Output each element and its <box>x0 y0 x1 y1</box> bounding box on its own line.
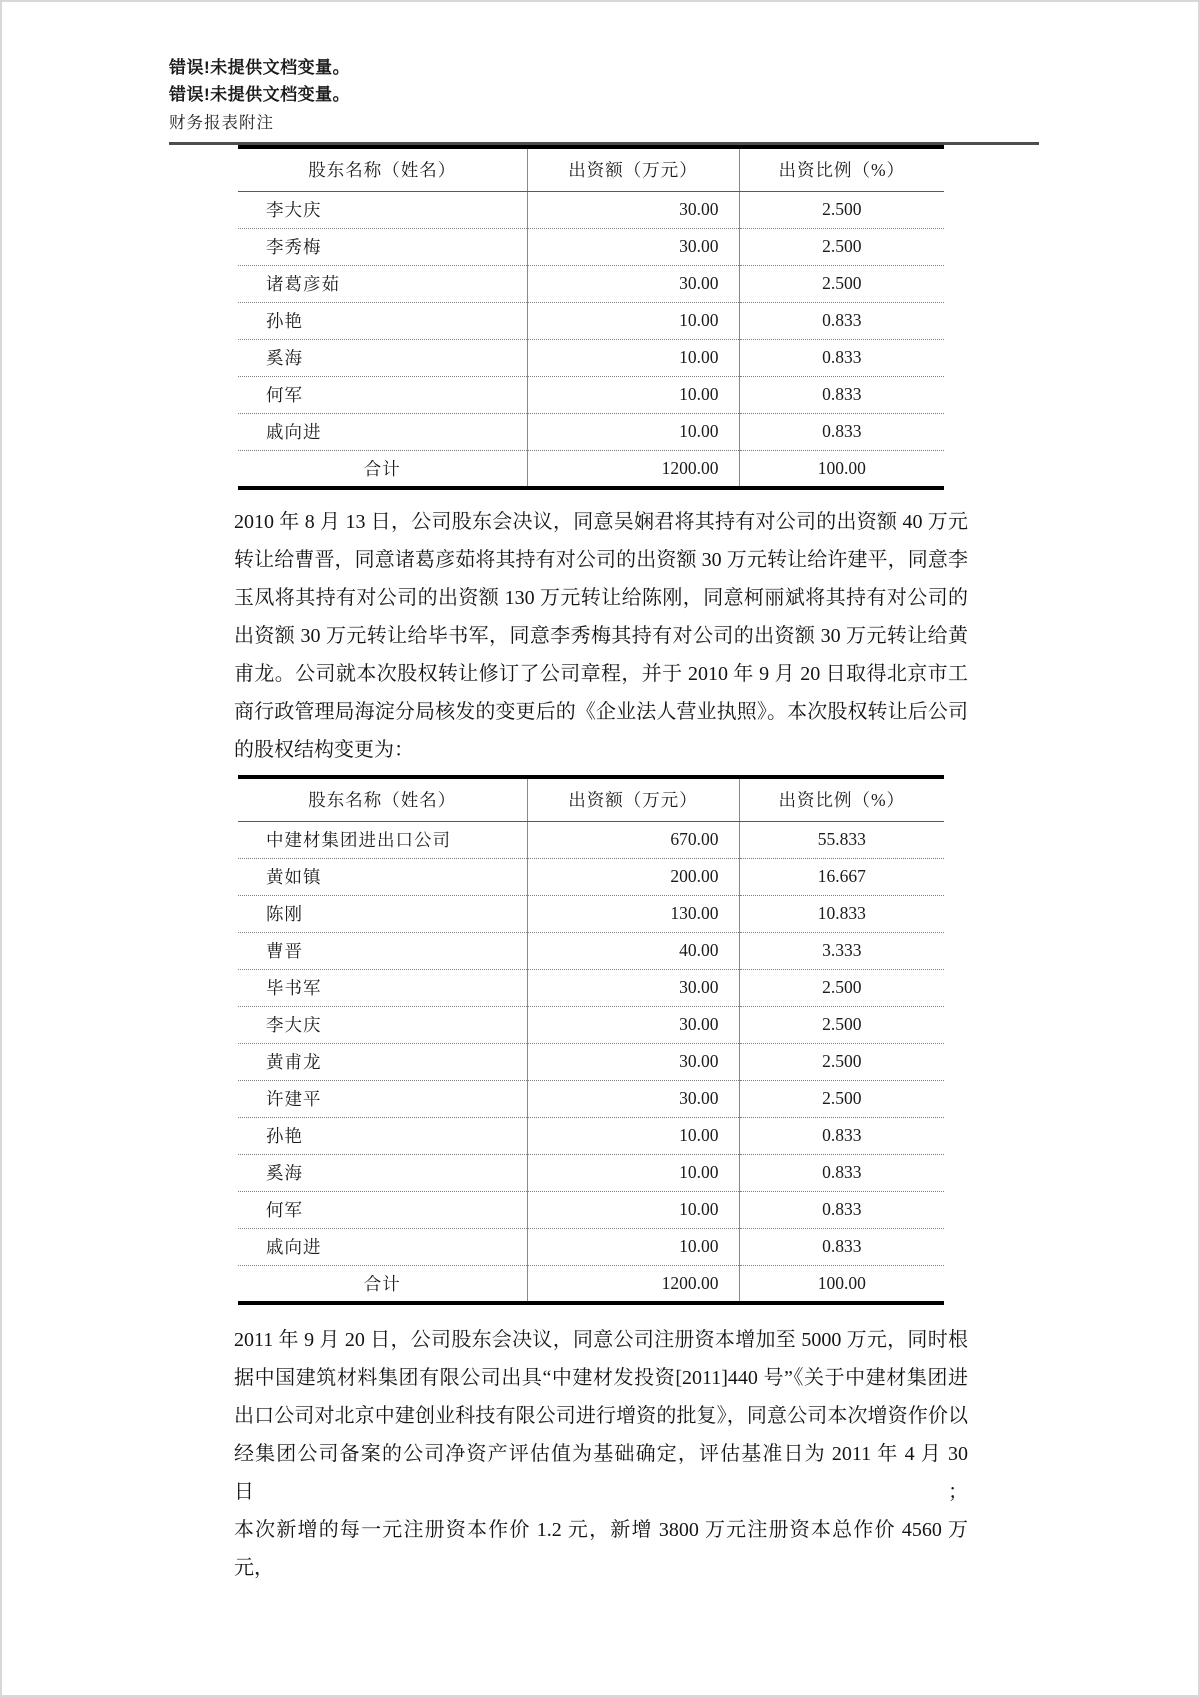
table-row <box>238 821 944 858</box>
contribution-ratio-cell: 55.833 <box>739 821 944 858</box>
total-ratio-cell: 100.00 <box>817 1272 866 1293</box>
shareholder-name-cell: 陈刚 <box>238 895 527 932</box>
table-total-row <box>238 1265 944 1303</box>
table-row <box>238 932 944 969</box>
shareholder-name-cell: 何军 <box>238 376 527 413</box>
shareholder-name-cell: 李大庆 <box>238 1006 527 1043</box>
total-label-cell: 合计 <box>238 1265 527 1303</box>
shareholder-name-cell: 戚向进 <box>238 413 527 450</box>
table-row <box>238 1228 944 1265</box>
contribution-ratio-cell: 2.500 <box>739 1006 944 1043</box>
col-header-shareholder-name: 股东名称（姓名） <box>238 777 527 821</box>
text-line: 本次新增的每一元注册资本作价 1.2 元，新增 3800 万元注册资本总作价 4560 万元， <box>234 1519 968 1579</box>
contribution-ratio-cell: 0.833 <box>739 376 944 413</box>
contribution-amount-cell: 200.00 <box>527 858 739 895</box>
text-line: 商行政管理局海淀分局核发的变更后的《企业法人营业执照》。本次股权转让后公司 <box>234 701 968 723</box>
table-row <box>238 1080 944 1117</box>
contribution-ratio-cell: 0.833 <box>739 1117 944 1154</box>
contribution-ratio-cell: 0.833 <box>739 1228 944 1265</box>
contribution-ratio-cell: 0.833 <box>739 339 944 376</box>
contribution-amount-cell: 670.00 <box>527 821 739 858</box>
shareholder-name-cell: 中建材集团进出口公司 <box>238 821 527 858</box>
contribution-amount-cell: 10.00 <box>527 376 739 413</box>
contribution-amount-cell: 30.00 <box>527 1043 739 1080</box>
table-row <box>238 265 944 302</box>
shareholder-name-cell: 李秀梅 <box>238 228 527 265</box>
table-row <box>238 1154 944 1191</box>
table-row <box>238 1117 944 1154</box>
contribution-amount-cell: 10.00 <box>527 1154 739 1191</box>
table-row <box>238 1006 944 1043</box>
total-ratio-cell: 100.00 <box>817 457 866 478</box>
text-line: 的股权结构变更为： <box>234 739 414 761</box>
table-header-row <box>238 777 944 821</box>
contribution-amount-cell: 10.00 <box>527 1228 739 1265</box>
contribution-amount-cell: 10.00 <box>527 302 739 339</box>
shareholder-name-cell: 奚海 <box>238 339 527 376</box>
text-line: 出资额 30 万元转让给毕书军，同意李秀梅其持有对公司的出资额 30 万元转让给黄 <box>234 625 968 647</box>
doc-variable-error-line-2: 错误!未提供文档变量。 <box>169 85 351 104</box>
contribution-ratio-cell: 2.500 <box>739 969 944 1006</box>
col-header-contribution-amount: 出资额（万元） <box>527 777 739 821</box>
shareholder-name-cell: 毕书军 <box>238 969 527 1006</box>
shareholder-name-cell: 黄如镇 <box>238 858 527 895</box>
contribution-ratio-cell: 2.500 <box>739 1080 944 1117</box>
total-amount-cell: 1200.00 <box>527 1265 739 1303</box>
text-line: 2011 年 9 月 20 日，公司股东会决议，同意公司注册资本增加至 5000 万元，同时根 <box>234 1329 968 1351</box>
paragraph-2011-capital-increase <box>234 1321 968 1587</box>
table-row <box>238 1191 944 1228</box>
contribution-amount-cell: 30.00 <box>527 191 739 228</box>
doc-variable-error-line-1: 错误!未提供文档变量。 <box>169 58 351 77</box>
shareholder-name-cell: 孙艳 <box>238 302 527 339</box>
col-header-contribution-amount: 出资额（万元） <box>527 147 739 191</box>
contribution-ratio-cell: 0.833 <box>739 302 944 339</box>
table-row <box>238 228 944 265</box>
contribution-ratio-cell: 0.833 <box>739 413 944 450</box>
text-line: 经集团公司备案的公司净资产评估值为基础确定，评估基准日为 2011 年 4 月 30 日； <box>234 1443 968 1503</box>
contribution-ratio-cell: 3.333 <box>739 932 944 969</box>
contribution-ratio-cell: 10.833 <box>739 895 944 932</box>
total-amount-cell: 1200.00 <box>527 450 739 488</box>
shareholder-name-cell: 曹晋 <box>238 932 527 969</box>
shareholder-name-cell: 诸葛彦茹 <box>238 265 527 302</box>
contribution-ratio-cell: 16.667 <box>739 858 944 895</box>
shareholder-table-before-transfer <box>238 145 944 490</box>
table-row <box>238 191 944 228</box>
contribution-ratio-cell: 0.833 <box>739 1191 944 1228</box>
shareholder-name-cell: 奚海 <box>238 1154 527 1191</box>
contribution-amount-cell: 30.00 <box>527 1006 739 1043</box>
shareholder-name-cell: 许建平 <box>238 1080 527 1117</box>
shareholder-name-cell: 何军 <box>238 1191 527 1228</box>
table-row <box>238 302 944 339</box>
contribution-ratio-cell: 2.500 <box>739 191 944 228</box>
text-line: 转让给曹晋，同意诸葛彦茹将其持有对公司的出资额 30 万元转让给许建平，同意李 <box>234 549 968 571</box>
contribution-amount-cell: 30.00 <box>527 1080 739 1117</box>
table-row <box>238 376 944 413</box>
contribution-amount-cell: 40.00 <box>527 932 739 969</box>
contribution-amount-cell: 10.00 <box>527 1191 739 1228</box>
contribution-ratio-cell: 2.500 <box>739 265 944 302</box>
contribution-amount-cell: 10.00 <box>527 413 739 450</box>
text-line: 据中国建筑材料集团有限公司出具“中建材发投资[2011]440 号”《关于中建材集团进 <box>234 1367 968 1389</box>
table-row <box>238 1043 944 1080</box>
contribution-ratio-cell: 2.500 <box>739 1043 944 1080</box>
text-line: 2010 年 8 月 13 日，公司股东会决议，同意吴娴君将其持有对公司的出资额 40 万元 <box>234 511 968 533</box>
contribution-amount-cell: 30.00 <box>527 969 739 1006</box>
table-total-row <box>238 450 944 488</box>
table-row <box>238 895 944 932</box>
shareholder-name-cell: 戚向进 <box>238 1228 527 1265</box>
contribution-amount-cell: 10.00 <box>527 339 739 376</box>
table-row <box>238 339 944 376</box>
col-header-contribution-ratio: 出资比例（%） <box>739 777 944 821</box>
shareholder-name-cell: 李大庆 <box>238 191 527 228</box>
contribution-amount-cell: 130.00 <box>527 895 739 932</box>
col-header-contribution-ratio: 出资比例（%） <box>739 147 944 191</box>
table-row <box>238 413 944 450</box>
contribution-ratio-cell: 2.500 <box>739 228 944 265</box>
text-line: 出口公司对北京中建创业科技有限公司进行增资的批复》，同意公司本次增资作价以 <box>234 1405 968 1427</box>
contribution-ratio-cell: 0.833 <box>739 1154 944 1191</box>
contribution-amount-cell: 10.00 <box>527 1117 739 1154</box>
contribution-amount-cell: 30.00 <box>527 228 739 265</box>
shareholder-name-cell: 孙艳 <box>238 1117 527 1154</box>
section-title: 财务报表附注 <box>169 113 274 132</box>
col-header-shareholder-name: 股东名称（姓名） <box>238 147 527 191</box>
table-header-row <box>238 147 944 191</box>
contribution-amount-cell: 30.00 <box>527 265 739 302</box>
text-line: 甫龙。公司就本次股权转让修订了公司章程，并于 2010 年 9 月 20 日取得北京市工 <box>234 663 968 685</box>
table-row <box>238 969 944 1006</box>
text-line: 玉凤将其持有对公司的出资额 130 万元转让给陈刚，同意柯丽斌将其持有对公司的 <box>234 587 968 609</box>
table-row <box>238 858 944 895</box>
shareholder-table-after-transfer <box>238 775 944 1305</box>
shareholder-name-cell: 黄甫龙 <box>238 1043 527 1080</box>
total-label-cell: 合计 <box>238 450 527 488</box>
paragraph-2010-share-transfer <box>234 503 968 769</box>
document-header <box>2 2 1198 145</box>
